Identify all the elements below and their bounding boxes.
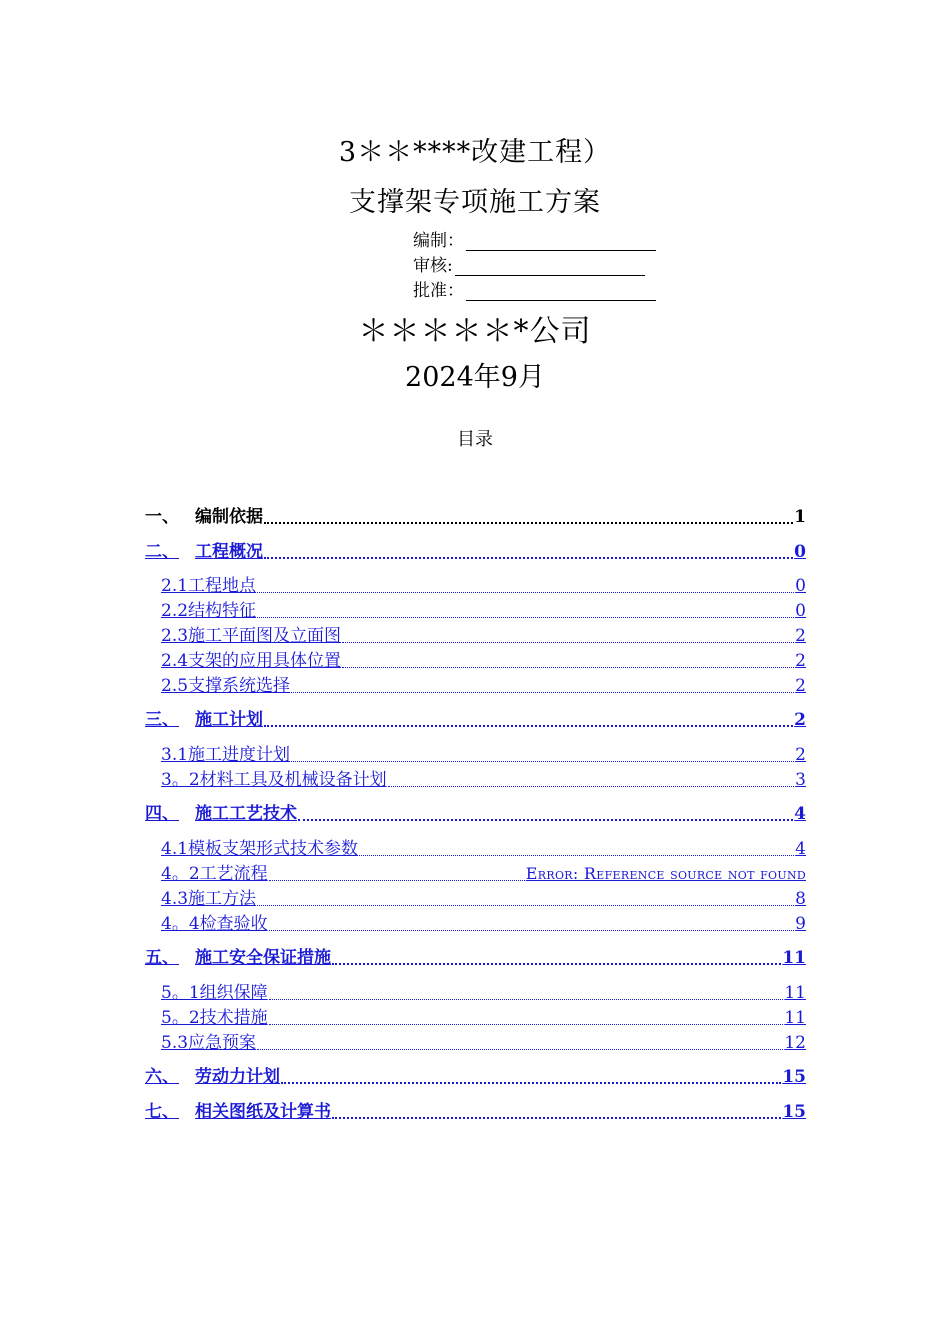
toc-entry[interactable] bbox=[161, 981, 806, 1003]
toc-entry-label: 3。2材料工具及机械设备计划 bbox=[161, 770, 387, 790]
toc-leader-dots bbox=[257, 599, 794, 618]
toc-entry-number: 三、 bbox=[145, 710, 179, 730]
toc-leader-dots bbox=[359, 837, 794, 856]
toc-leader-dots bbox=[332, 1099, 781, 1119]
toc-entry-number: 四、 bbox=[145, 804, 179, 824]
signature-label: 批准： bbox=[413, 281, 464, 301]
toc-entry-page: 2 bbox=[795, 651, 806, 671]
signature-compiler bbox=[413, 226, 656, 251]
toc-entry-page: 1 bbox=[794, 507, 806, 527]
toc-leader-dots bbox=[298, 801, 793, 821]
toc-entry-label: 工程概况 bbox=[195, 542, 263, 562]
toc-entry[interactable] bbox=[161, 1031, 806, 1053]
toc-entry-label: 4。4检查验收 bbox=[161, 914, 268, 934]
toc-entry[interactable] bbox=[145, 540, 806, 562]
signature-label: 审核: bbox=[413, 256, 453, 276]
project-title: 3＊＊****改建工程） bbox=[338, 137, 612, 168]
toc-title: 目录 bbox=[457, 429, 493, 450]
toc-entry[interactable] bbox=[161, 649, 806, 671]
toc-entry[interactable] bbox=[161, 862, 806, 884]
toc-entry[interactable] bbox=[145, 708, 806, 730]
toc-entry bbox=[145, 505, 806, 527]
toc-entry-page: 11 bbox=[784, 1008, 806, 1028]
toc-entry-page: 4 bbox=[794, 804, 806, 824]
toc-leader-dots bbox=[264, 707, 793, 727]
toc-entry-label: 编制依据 bbox=[195, 507, 263, 527]
toc-entry-label: 5。2技术措施 bbox=[161, 1008, 268, 1028]
toc-entry-label: 4.1模板支架形式技术参数 bbox=[161, 839, 359, 859]
toc-entry-number: 六、 bbox=[145, 1067, 179, 1087]
signature-line bbox=[455, 257, 645, 276]
toc-entry[interactable] bbox=[161, 743, 806, 765]
toc-entry[interactable] bbox=[161, 887, 806, 909]
toc-leader-dots bbox=[264, 504, 793, 524]
toc-entry[interactable] bbox=[161, 574, 806, 596]
toc-leader-dots bbox=[342, 624, 794, 643]
toc-leader-dots bbox=[257, 574, 794, 593]
toc-leader-dots bbox=[269, 862, 525, 881]
toc-entry-page: 15 bbox=[782, 1102, 806, 1122]
toc-entry-page: 11 bbox=[784, 983, 806, 1003]
toc-entry[interactable] bbox=[161, 674, 806, 696]
toc-entry-label: 2.1工程地点 bbox=[161, 576, 257, 596]
toc-leader-dots bbox=[332, 945, 781, 965]
toc-entry-page: 15 bbox=[782, 1067, 806, 1087]
toc-entry-label: 相关图纸及计算书 bbox=[195, 1102, 331, 1122]
toc-leader-dots bbox=[257, 1031, 783, 1050]
signature-line bbox=[466, 282, 656, 301]
company-name: ＊＊＊＊＊*公司 bbox=[358, 314, 592, 349]
toc-entry[interactable] bbox=[161, 1006, 806, 1028]
toc-leader-dots bbox=[291, 674, 794, 693]
toc-entry[interactable] bbox=[145, 802, 806, 824]
toc-entry[interactable] bbox=[161, 624, 806, 646]
toc-entry-label: 劳动力计划 bbox=[195, 1067, 280, 1087]
toc-entry-page: 0 bbox=[795, 601, 806, 621]
toc-entry-page: 2 bbox=[795, 745, 806, 765]
signature-label: 编制： bbox=[413, 231, 464, 251]
toc-entry-page: 2 bbox=[794, 710, 806, 730]
toc-leader-dots bbox=[264, 539, 793, 559]
toc-leader-dots bbox=[269, 912, 795, 931]
toc-entry-page: 3 bbox=[795, 770, 806, 790]
toc-entry[interactable] bbox=[161, 768, 806, 790]
toc-leader-dots bbox=[269, 981, 784, 1000]
toc-leader-dots bbox=[257, 887, 794, 906]
toc-leader-dots bbox=[269, 1006, 784, 1025]
signature-reviewer bbox=[413, 251, 645, 276]
toc-entry-label: 5。1组织保障 bbox=[161, 983, 268, 1003]
toc-entry[interactable] bbox=[145, 1065, 806, 1087]
toc-entry-label: 3.1施工进度计划 bbox=[161, 745, 291, 765]
toc-entry-page: 2 bbox=[795, 626, 806, 646]
toc-entry-label: 施工计划 bbox=[195, 710, 263, 730]
toc-entry-number: 二、 bbox=[145, 542, 179, 562]
toc-entry-page: 4 bbox=[795, 839, 806, 859]
toc-entry-label: 2.2结构特征 bbox=[161, 601, 257, 621]
toc-entry-number: 七、 bbox=[145, 1102, 179, 1122]
signature-line bbox=[466, 232, 656, 251]
toc-entry-label: 4.3施工方法 bbox=[161, 889, 257, 909]
toc-entry-label: 5.3应急预案 bbox=[161, 1033, 257, 1053]
toc-leader-dots bbox=[281, 1064, 781, 1084]
toc-entry-number: 五、 bbox=[145, 948, 179, 968]
toc-entry-label: 2.3施工平面图及立面图 bbox=[161, 626, 342, 646]
toc-entry-page: 9 bbox=[795, 914, 806, 934]
toc-leader-dots bbox=[342, 649, 794, 668]
document-date: 2024年9月 bbox=[405, 362, 545, 393]
toc-entry-page: 11 bbox=[782, 948, 806, 968]
toc-entry-page: Error: Reference source not found bbox=[525, 864, 806, 883]
toc-entry-page: 12 bbox=[784, 1033, 806, 1053]
toc-leader-dots bbox=[388, 768, 795, 787]
toc-entry-label: 施工工艺技术 bbox=[195, 804, 297, 824]
toc-entry-page: 8 bbox=[795, 889, 806, 909]
toc-entry-label: 施工安全保证措施 bbox=[195, 948, 331, 968]
toc-entry-number: 一、 bbox=[145, 507, 179, 527]
toc-entry-page: 2 bbox=[795, 676, 806, 696]
toc-entry-page: 0 bbox=[795, 576, 806, 596]
toc-entry[interactable] bbox=[145, 1100, 806, 1122]
signature-approver bbox=[413, 276, 656, 301]
toc-entry[interactable] bbox=[145, 946, 806, 968]
toc-entry-page: 0 bbox=[794, 542, 806, 562]
document-title: 支撑架专项施工方案 bbox=[349, 187, 601, 218]
toc-entry-label: 2.5支撑系统选择 bbox=[161, 676, 291, 696]
toc-entry[interactable] bbox=[161, 599, 806, 621]
toc-entry[interactable] bbox=[161, 912, 806, 934]
toc-entry-label: 2.4支架的应用具体位置 bbox=[161, 651, 342, 671]
toc-leader-dots bbox=[291, 743, 794, 762]
toc-entry[interactable] bbox=[161, 837, 806, 859]
toc-entry-label: 4。2工艺流程 bbox=[161, 864, 268, 884]
